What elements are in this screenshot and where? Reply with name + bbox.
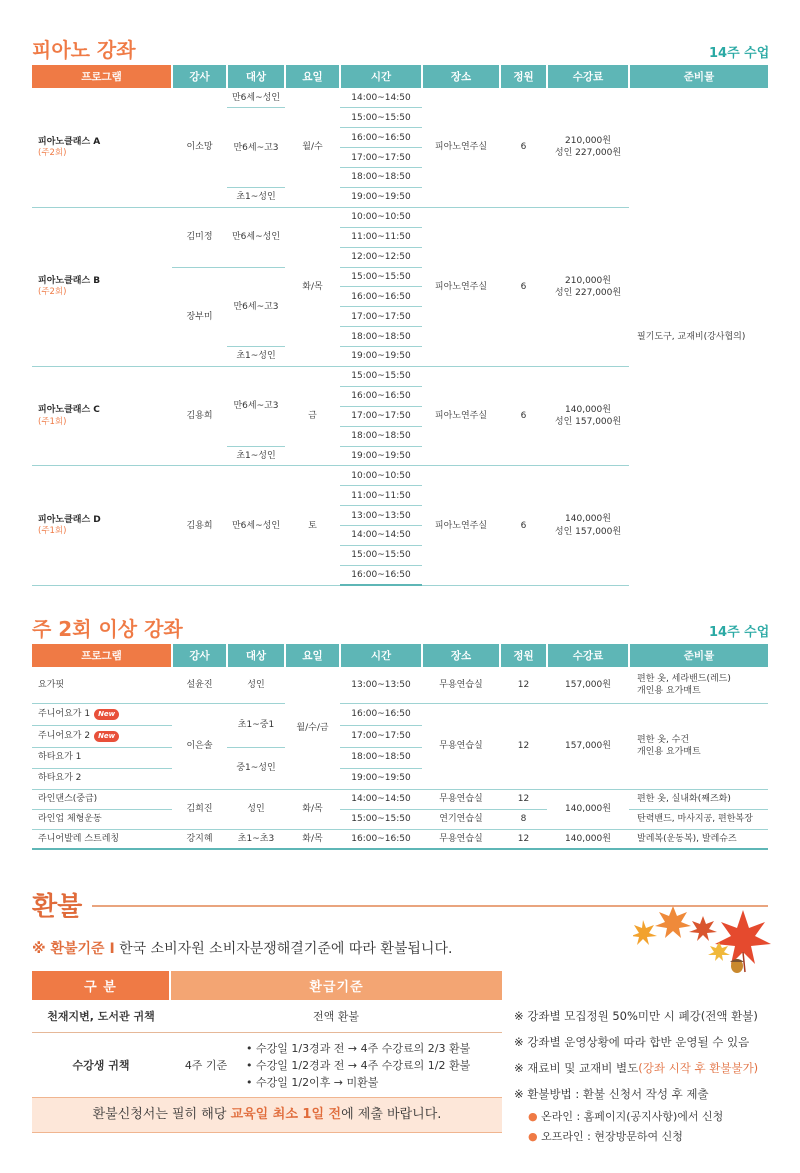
time-cell: 16:00~16:50 xyxy=(340,703,422,725)
place-cell: 무용연습실 xyxy=(422,667,500,703)
time-cell: 14:00~14:50 xyxy=(340,88,422,108)
refund-row2-basis: 4주 기준 xyxy=(184,1059,228,1073)
target-cell: 초1~초3 xyxy=(227,829,285,849)
cap-cell: 12 xyxy=(500,667,547,703)
time-cell: 18:00~18:50 xyxy=(340,747,422,768)
time-cell: 18:00~18:50 xyxy=(340,168,422,188)
header-place: 장소 xyxy=(422,644,500,667)
yoga-target: 초1~중1 xyxy=(227,703,285,747)
class-a-place: 피아노연주실 xyxy=(422,88,500,207)
class-a-days: 월/수 xyxy=(285,88,340,207)
program-name: 라인댄스(중급) xyxy=(32,789,172,809)
class-a-target: 만6세~성인 xyxy=(227,88,285,108)
program-name: 하타요가 2 xyxy=(32,768,172,789)
time-cell: 12:00~12:50 xyxy=(340,247,422,267)
bullet-icon: ● xyxy=(528,1130,542,1143)
header-prep: 준비물 xyxy=(629,644,768,667)
class-b-place: 피아노연주실 xyxy=(422,207,500,366)
class-a-name: 피아노클래스 A (주2회) xyxy=(32,88,172,207)
note-offline: ● 오프라인 : 현장방문하여 신청 xyxy=(528,1130,683,1143)
dance-teacher: 김희진 xyxy=(172,789,227,829)
prep-all: 필기도구, 교재비(강사협의) xyxy=(637,331,746,342)
time-cell: 19:00~19:50 xyxy=(340,187,422,207)
note-closure: ※ 강좌별 모집정원 50%미만 시 폐강(전액 환불) xyxy=(514,1009,758,1023)
time-cell: 17:00~17:50 xyxy=(340,725,422,747)
refund-side-notes xyxy=(514,1003,758,1147)
time-cell: 17:00~17:50 xyxy=(340,148,422,168)
cap-cell: 8 xyxy=(500,809,547,829)
time-cell: 16:00~16:50 xyxy=(340,829,422,849)
yoga-days: 월/수/금 xyxy=(285,667,340,789)
header-teacher: 강사 xyxy=(172,65,227,88)
header-time: 시간 xyxy=(340,644,422,667)
section1-title: 피아노 강좌 xyxy=(32,38,136,62)
class-d-days: 토 xyxy=(285,466,340,585)
yoga-fee: 157,000원 xyxy=(547,703,629,789)
cap-cell: 12 xyxy=(500,789,547,809)
class-a-teacher: 이소망 xyxy=(172,88,227,207)
program-name: 하타요가 1 xyxy=(32,747,172,768)
dance-target: 성인 xyxy=(227,789,285,829)
header-target: 대상 xyxy=(227,644,285,667)
dance-fee: 140,000원 xyxy=(547,789,629,829)
header-day: 요일 xyxy=(285,65,340,88)
class-b-target: 초1~성인 xyxy=(227,347,285,367)
refund-note: 환불신청서는 필히 해당 교육일 최소 1일 전에 제출 바랍니다. xyxy=(32,1097,502,1133)
header-teacher: 강사 xyxy=(172,644,227,667)
refund-row1-category: 천재지변, 도서관 귀책 xyxy=(32,1000,170,1032)
time-cell: 19:00~19:50 xyxy=(340,768,422,789)
class-a-fee: 210,000원 성인 227,000원 xyxy=(547,88,629,207)
header-fee: 수강료 xyxy=(547,644,629,667)
teacher-cell: 설윤진 xyxy=(172,667,227,703)
note-method: ※ 환불방법 : 환불 신청서 작성 후 제출 xyxy=(514,1087,709,1101)
refund-row2-items: • 수강일 1/3경과 전 → 4주 수강료의 2/3 환불 • 수강일 1/2경과 전 → 4주 수강료의 1/2 환불 • 수강일 1/2이후 → 미환불 xyxy=(246,1041,471,1089)
time-cell: 11:00~11:50 xyxy=(340,227,422,247)
dance-days: 화/목 xyxy=(285,789,340,829)
header-day: 요일 xyxy=(285,644,340,667)
new-badge: New xyxy=(94,731,119,742)
class-d-place: 피아노연주실 xyxy=(422,466,500,585)
time-cell: 16:00~16:50 xyxy=(340,565,422,585)
time-cell: 15:00~15:50 xyxy=(340,366,422,386)
time-cell: 18:00~18:50 xyxy=(340,327,422,347)
program-name: 라인업 체형운동 xyxy=(32,809,172,829)
refund-header-criteria: 환급기준 xyxy=(170,971,502,1000)
autumn-leaves-illustration xyxy=(633,898,773,978)
place-cell: 무용연습실 xyxy=(422,829,500,849)
header-place: 장소 xyxy=(422,65,500,88)
header-capacity: 정원 xyxy=(500,65,547,88)
yoga-cap: 12 xyxy=(500,703,547,789)
class-b-name: 피아노클래스 B (주2회) xyxy=(32,207,172,366)
place-cell: 무용연습실 xyxy=(422,789,500,809)
time-cell: 11:00~11:50 xyxy=(340,486,422,506)
fee-cell: 140,000원 xyxy=(547,829,629,849)
class-d-name: 피아노클래스 D (주1회) xyxy=(32,466,172,585)
program-name: 요가핏 xyxy=(32,667,172,703)
class-c-cap: 6 xyxy=(500,366,547,465)
class-c-target: 만6세~고3 xyxy=(227,366,285,446)
note-merge: ※ 강좌별 운영상황에 따라 합반 운영될 수 있음 xyxy=(514,1035,750,1049)
header-time: 시간 xyxy=(340,65,422,88)
yoga-place: 무용연습실 xyxy=(422,703,500,789)
class-b-target: 만6세~성인 xyxy=(227,207,285,267)
class-b-teacher: 김미정 xyxy=(172,207,227,267)
class-d-teacher: 김용희 xyxy=(172,466,227,585)
time-cell: 13:00~13:50 xyxy=(340,667,422,703)
time-cell: 14:00~14:50 xyxy=(340,789,422,809)
class-d-fee: 140,000원 성인 157,000원 xyxy=(547,466,629,585)
maple-leaf-icon xyxy=(715,910,771,972)
class-c-days: 금 xyxy=(285,366,340,465)
days-cell: 화/목 xyxy=(285,829,340,849)
class-a-target: 만6세~고3 xyxy=(227,108,285,188)
header-prep: 준비물 xyxy=(629,65,768,88)
class-a-target: 초1~성인 xyxy=(227,187,285,207)
class-b-cap: 6 xyxy=(500,207,547,366)
class-c-target: 초1~성인 xyxy=(227,446,285,466)
place-cell: 연기연습실 xyxy=(422,809,500,829)
refund-criteria: ※ 환불기준 I 한국 소비자원 소비자분쟁해결기준에 따라 환불됩니다. xyxy=(32,941,453,957)
section2-title: 주 2회 이상 강좌 xyxy=(32,617,183,641)
time-cell: 15:00~15:50 xyxy=(340,108,422,128)
refund-title: 환불 xyxy=(32,892,83,922)
class-b-fee: 210,000원 성인 227,000원 xyxy=(547,207,629,366)
class-c-teacher: 김용희 xyxy=(172,366,227,465)
program-name: 주니어발레 스트레칭 xyxy=(32,829,172,849)
fee-cell: 157,000원 xyxy=(547,667,629,703)
teacher-cell: 강지혜 xyxy=(172,829,227,849)
header-program: 프로그램 xyxy=(32,65,172,88)
time-cell: 17:00~17:50 xyxy=(340,307,422,327)
header-target: 대상 xyxy=(227,65,285,88)
time-cell: 16:00~16:50 xyxy=(340,128,422,148)
class-b-teacher: 장부미 xyxy=(172,267,227,366)
class-d-target: 만6세~성인 xyxy=(227,466,285,585)
class-d-cap: 6 xyxy=(500,466,547,585)
multi-class-table xyxy=(32,644,768,850)
time-cell: 13:00~13:50 xyxy=(340,506,422,526)
bullet-icon: ● xyxy=(528,1110,542,1123)
refund-row2-category: 수강생 귀책 xyxy=(72,1059,130,1073)
refund-row1-value: 전액 환불 xyxy=(170,1000,502,1032)
cap-cell: 12 xyxy=(500,829,547,849)
prep-cell: 탄력밴드, 마사지공, 편한복장 xyxy=(629,809,768,829)
refund-table xyxy=(32,971,502,1098)
new-badge: New xyxy=(94,709,119,720)
section1-weeks: 14주 수업 xyxy=(709,46,770,61)
time-cell: 14:00~14:50 xyxy=(340,526,422,546)
piano-table xyxy=(32,65,768,586)
time-cell: 10:00~10:50 xyxy=(340,207,422,227)
time-cell: 16:00~16:50 xyxy=(340,386,422,406)
prep-cell: 발레복(운동복), 발레슈즈 xyxy=(629,829,768,849)
header-capacity: 정원 xyxy=(500,644,547,667)
yoga-target: 중1~성인 xyxy=(227,747,285,789)
prep-cell: 편한 옷, 세라밴드(레드) 개인용 요가매트 xyxy=(629,667,768,703)
class-b-target: 만6세~고3 xyxy=(227,267,285,347)
program-name: 주니어요가 2 New xyxy=(32,725,172,747)
time-cell: 16:00~16:50 xyxy=(340,287,422,307)
target-cell: 성인 xyxy=(227,667,285,703)
class-c-fee: 140,000원 성인 157,000원 xyxy=(547,366,629,465)
program-name: 주니어요가 1 New xyxy=(32,703,172,725)
time-cell: 15:00~15:50 xyxy=(340,545,422,565)
time-cell: 17:00~17:50 xyxy=(340,406,422,426)
time-cell: 18:00~18:50 xyxy=(340,426,422,446)
prep-cell: 편한 옷, 실내화(째즈화) xyxy=(629,789,768,809)
refund-header-category: 구 분 xyxy=(32,971,170,1000)
class-c-place: 피아노연주실 xyxy=(422,366,500,465)
note-online: ● 온라인 : 홈페이지(공지사항)에서 신청 xyxy=(528,1110,724,1123)
class-c-name: 피아노클래스 C (주1회) xyxy=(32,366,172,465)
note-materials: ※ 재료비 및 교재비 별도(강좌 시작 후 환불불가) xyxy=(514,1061,759,1075)
time-cell: 15:00~15:50 xyxy=(340,267,422,287)
time-cell: 19:00~19:50 xyxy=(340,347,422,367)
yoga-prep: 편한 옷, 수건 개인용 요가매트 xyxy=(629,703,768,789)
time-cell: 15:00~15:50 xyxy=(340,809,422,829)
yoga-teacher: 이은솔 xyxy=(172,703,227,789)
time-cell: 10:00~10:50 xyxy=(340,466,422,486)
class-a-cap: 6 xyxy=(500,88,547,207)
time-cell: 19:00~19:50 xyxy=(340,446,422,466)
section2-weeks: 14주 수업 xyxy=(709,625,770,640)
header-fee: 수강료 xyxy=(547,65,629,88)
header-program: 프로그램 xyxy=(32,644,172,667)
class-b-days: 화/목 xyxy=(285,207,340,366)
